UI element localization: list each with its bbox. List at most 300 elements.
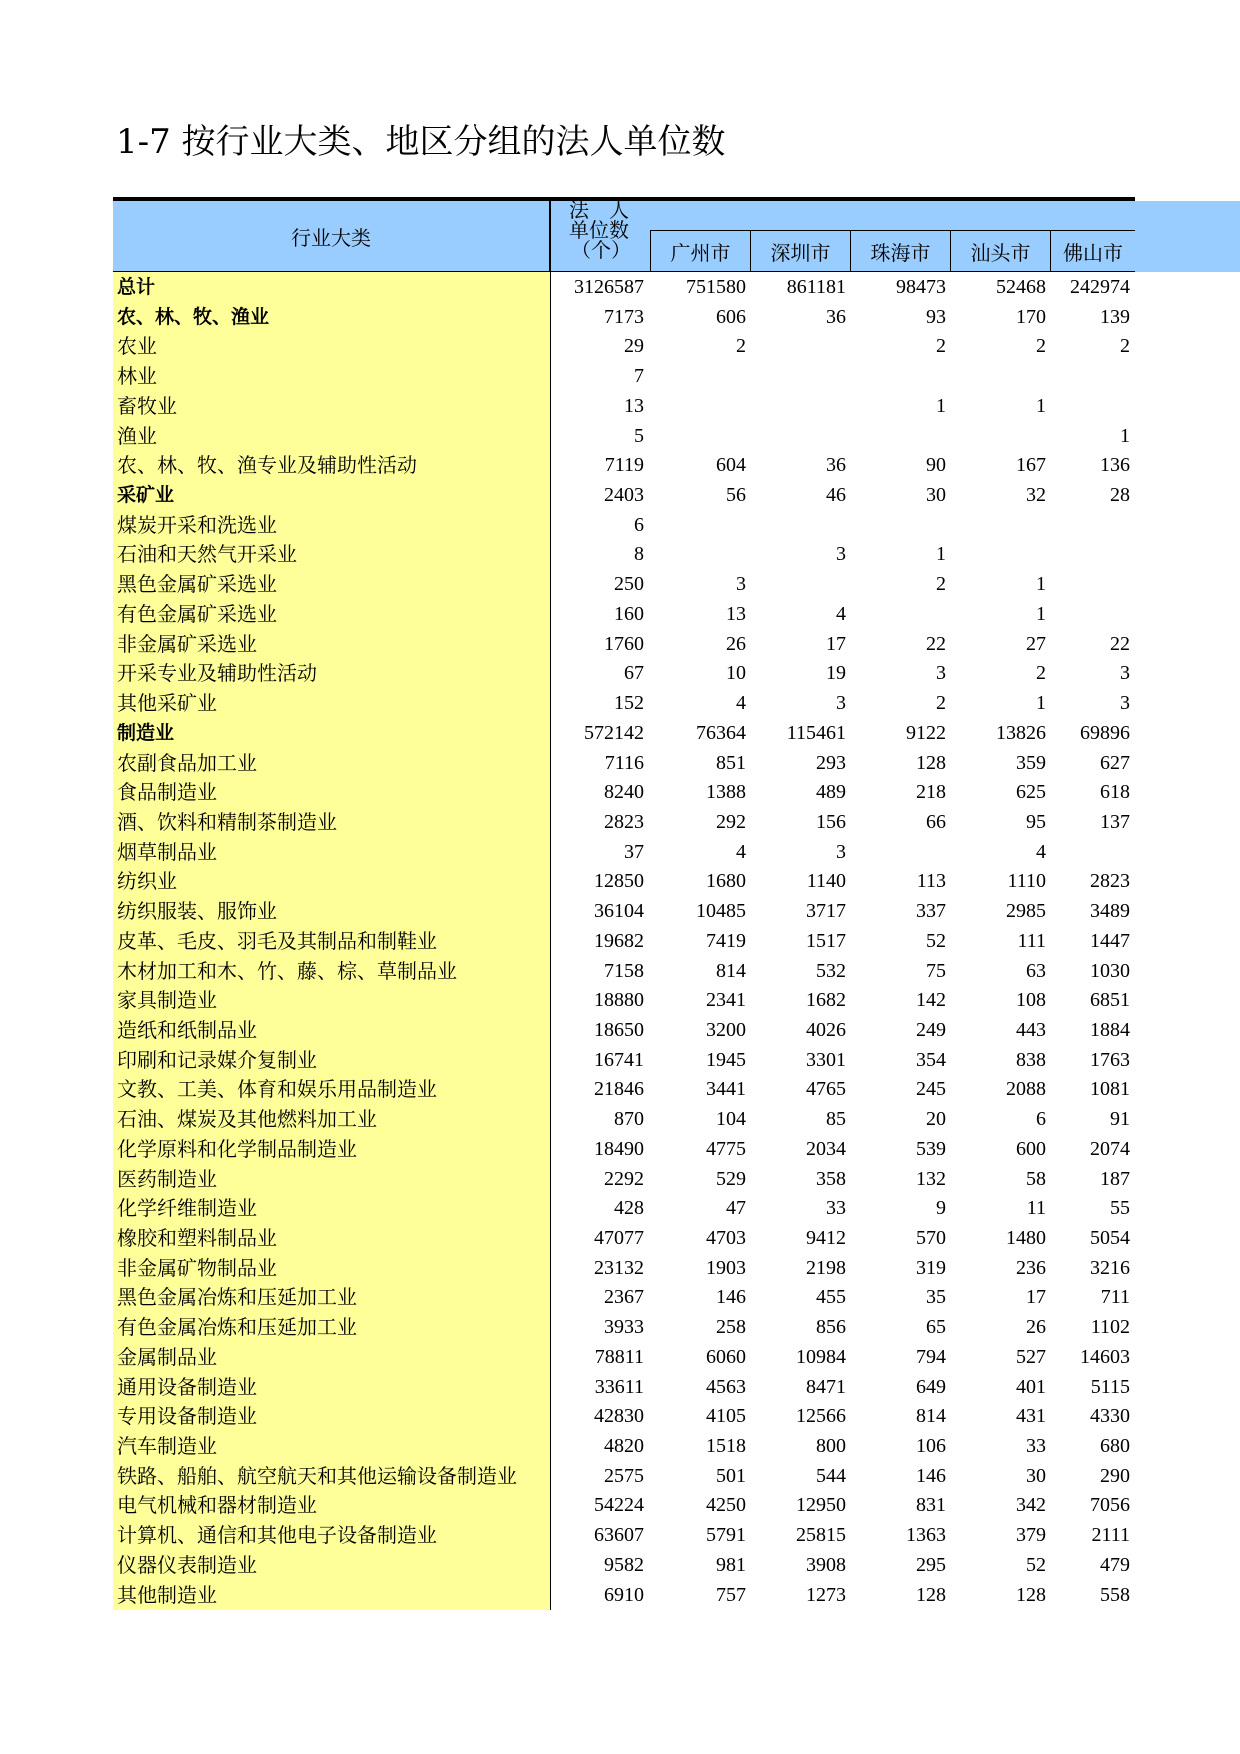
cell-value <box>750 421 846 451</box>
table-row <box>0 1490 1240 1520</box>
cell-value: 19 <box>826 662 846 685</box>
table-row <box>0 1134 1240 1164</box>
cell-value: 2 <box>736 335 746 358</box>
cell-value: 2 <box>1120 335 1130 358</box>
table-row <box>0 510 1240 540</box>
cell-value: 47 <box>726 1197 746 1220</box>
table-row <box>0 569 1240 599</box>
cell-value: 1517 <box>806 929 846 952</box>
cell-value: 1 <box>1036 602 1046 625</box>
table-row <box>0 539 1240 569</box>
cell-value: 358 <box>816 1167 846 1190</box>
cell-value: 17 <box>1026 1286 1046 1309</box>
cell-value: 625 <box>1016 781 1046 804</box>
row-label: 金属制品业 <box>117 1344 217 1369</box>
cell-value <box>850 599 946 629</box>
table-body <box>0 272 1240 1609</box>
cell-value: 4 <box>1036 840 1046 863</box>
row-label: 仪器仪表制造业 <box>117 1552 257 1577</box>
cell-total: 160 <box>614 602 644 625</box>
cell-value: 75 <box>926 959 946 982</box>
cell-value <box>950 510 1046 540</box>
cell-value: 401 <box>1016 1375 1046 1398</box>
row-label: 其他采矿业 <box>117 691 217 716</box>
cell-value: 861181 <box>786 276 846 298</box>
table-row <box>0 1253 1240 1283</box>
cell-value: 354 <box>916 1048 946 1071</box>
table-row <box>0 1104 1240 1134</box>
cell-value: 290 <box>1100 1464 1130 1487</box>
cell-value: 2088 <box>1006 1078 1046 1101</box>
cell-value: 570 <box>916 1227 946 1249</box>
table-row <box>0 926 1240 956</box>
cell-total: 7119 <box>604 454 644 477</box>
cell-total: 33611 <box>594 1375 644 1398</box>
cell-value: 93 <box>926 305 946 328</box>
row-label: 纺织业 <box>117 869 177 894</box>
table-row <box>0 1461 1240 1491</box>
cell-value: 5115 <box>1090 1375 1130 1398</box>
cell-value: 1680 <box>706 870 746 893</box>
cell-value: 342 <box>1016 1494 1046 1517</box>
cell-value: 2 <box>936 692 946 715</box>
cell-value: 14603 <box>1080 1345 1130 1368</box>
cell-value <box>1033 391 1130 421</box>
cell-value: 1140 <box>806 870 846 893</box>
cell-value: 3 <box>736 573 746 596</box>
row-label: 食品制造业 <box>117 780 217 805</box>
table-row <box>0 1342 1240 1372</box>
row-label: 总计 <box>117 276 156 298</box>
row-label: 石油、煤炭及其他燃料加工业 <box>117 1107 377 1132</box>
cell-total: 572142 <box>584 721 644 744</box>
cell-value: 800 <box>816 1435 846 1458</box>
cell-value <box>850 361 946 391</box>
table-row <box>0 421 1240 451</box>
table-row <box>0 1045 1240 1075</box>
cell-value: 66 <box>926 810 946 833</box>
cell-value <box>950 539 1046 569</box>
cell-total: 870 <box>614 1108 644 1131</box>
cell-total: 2292 <box>604 1167 644 1190</box>
cell-value: 2 <box>1036 662 1046 685</box>
cell-value: 26 <box>1026 1316 1046 1339</box>
cell-total: 152 <box>614 692 644 715</box>
cell-value: 218 <box>916 781 946 804</box>
table-row <box>0 688 1240 718</box>
table-row <box>0 777 1240 807</box>
row-label: 非金属矿采选业 <box>117 631 257 656</box>
cell-value: 32 <box>1026 484 1046 507</box>
cell-total: 42830 <box>594 1405 644 1428</box>
cell-value: 1 <box>1036 394 1046 417</box>
cell-value: 36 <box>826 454 846 477</box>
cell-value: 1682 <box>806 989 846 1012</box>
row-label: 采矿业 <box>117 484 175 507</box>
cell-value <box>750 331 846 361</box>
cell-value: 4105 <box>706 1405 746 1428</box>
cell-value: 3717 <box>806 900 846 923</box>
cell-value: 245 <box>916 1078 946 1101</box>
cell-value: 1903 <box>706 1256 746 1279</box>
cell-value: 13826 <box>996 721 1046 744</box>
cell-value: 13 <box>726 602 746 625</box>
cell-value: 1273 <box>806 1583 846 1606</box>
cell-value: 379 <box>1016 1524 1046 1547</box>
cell-value: 2111 <box>1091 1524 1130 1547</box>
cell-value <box>750 510 846 540</box>
cell-total: 78811 <box>594 1345 644 1368</box>
cell-value <box>1033 599 1130 629</box>
cell-total: 7 <box>634 365 644 388</box>
table-row <box>0 956 1240 986</box>
cell-value: 28 <box>1110 484 1130 507</box>
cell-value: 1388 <box>706 781 746 804</box>
cell-value: 6060 <box>706 1345 746 1368</box>
cell-value: 52 <box>926 929 946 952</box>
cell-value: 187 <box>1100 1167 1130 1190</box>
cell-value: 10984 <box>796 1345 846 1368</box>
table-row <box>0 658 1240 688</box>
cell-value: 113 <box>916 870 946 893</box>
cell-value: 128 <box>916 751 946 774</box>
cell-value: 3 <box>836 543 846 566</box>
cell-total: 2823 <box>604 810 644 833</box>
table-row <box>0 361 1240 391</box>
cell-value <box>750 361 846 391</box>
cell-value <box>850 510 946 540</box>
cell-total: 23132 <box>594 1256 644 1279</box>
cell-value: 1 <box>936 394 946 417</box>
row-label: 渔业 <box>117 423 157 448</box>
cell-total: 7158 <box>604 959 644 982</box>
cell-value: 12950 <box>796 1494 846 1517</box>
row-label: 通用设备制造业 <box>117 1374 257 1399</box>
cell-value: 292 <box>716 810 746 833</box>
cell-value: 3489 <box>1090 900 1130 923</box>
cell-value: 838 <box>1016 1048 1046 1071</box>
cell-value: 8471 <box>806 1375 846 1398</box>
row-label: 石油和天然气开采业 <box>117 542 297 567</box>
cell-total: 63607 <box>594 1524 644 1547</box>
cell-value: 337 <box>916 900 946 923</box>
cell-value: 4 <box>736 840 746 863</box>
cell-value: 25815 <box>796 1524 846 1547</box>
cell-value: 2341 <box>706 989 746 1012</box>
cell-value: 22 <box>926 632 946 655</box>
cell-value: 242974 <box>1070 276 1130 298</box>
table-row <box>0 1074 1240 1104</box>
cell-value: 3 <box>836 692 846 715</box>
cell-total: 2403 <box>604 484 644 507</box>
cell-value: 98473 <box>896 276 946 298</box>
cell-value: 106 <box>916 1435 946 1458</box>
cell-value: 142 <box>916 989 946 1012</box>
cell-total: 29 <box>624 335 644 358</box>
cell-value: 55 <box>1110 1197 1130 1220</box>
table-row <box>0 480 1240 510</box>
row-label: 农业 <box>117 334 157 359</box>
cell-value: 249 <box>916 1018 946 1041</box>
cell-value: 2 <box>1036 335 1046 358</box>
table-row <box>0 866 1240 896</box>
cell-value: 1030 <box>1090 959 1130 982</box>
cell-value <box>1033 569 1130 599</box>
row-label: 化学纤维制造业 <box>117 1196 257 1221</box>
table-row <box>0 985 1240 1015</box>
row-label: 印刷和记录媒介复制业 <box>117 1047 317 1072</box>
row-label: 汽车制造业 <box>117 1434 217 1459</box>
header-city-foshan: 佛山市 <box>1050 230 1135 272</box>
cell-total: 7173 <box>604 305 644 328</box>
cell-value: 156 <box>816 810 846 833</box>
cell-value: 58 <box>1026 1167 1046 1190</box>
cell-value: 558 <box>1100 1583 1130 1606</box>
cell-value: 319 <box>916 1256 946 1279</box>
cell-total: 18490 <box>594 1137 644 1160</box>
cell-total: 18650 <box>594 1018 644 1041</box>
cell-value: 65 <box>926 1316 946 1339</box>
cell-value: 544 <box>816 1464 846 1487</box>
row-label: 有色金属冶炼和压延加工业 <box>117 1315 357 1340</box>
cell-value: 1518 <box>706 1435 746 1458</box>
cell-value: 4 <box>836 602 846 625</box>
row-label: 铁路、船舶、航空航天和其他运输设备制造业 <box>117 1463 517 1488</box>
cell-value: 757 <box>716 1583 746 1606</box>
cell-value: 9122 <box>906 721 946 744</box>
cell-value: 3200 <box>706 1018 746 1041</box>
cell-value <box>950 361 1046 391</box>
table-row <box>0 1193 1240 1223</box>
table-row <box>0 1312 1240 1342</box>
table-row <box>0 599 1240 629</box>
cell-total: 47077 <box>594 1227 644 1249</box>
cell-value: 1884 <box>1090 1018 1130 1041</box>
row-label: 制造业 <box>117 721 175 744</box>
cell-total: 21846 <box>594 1078 644 1101</box>
cell-value: 69896 <box>1080 721 1130 744</box>
cell-value: 9 <box>936 1197 946 1220</box>
cell-value: 3908 <box>806 1553 846 1576</box>
cell-value: 856 <box>816 1316 846 1339</box>
table-row <box>0 1431 1240 1461</box>
table-row <box>0 1372 1240 1402</box>
cell-value: 295 <box>916 1553 946 1576</box>
cell-value: 794 <box>916 1345 946 1368</box>
cell-value: 6 <box>1036 1108 1046 1131</box>
cell-value: 167 <box>1016 454 1046 477</box>
table-row <box>0 718 1240 748</box>
row-label: 煤炭开采和洗选业 <box>117 512 277 537</box>
cell-value: 627 <box>1100 751 1130 774</box>
header-total-line-2: 单位数 <box>569 218 629 242</box>
cell-total: 9582 <box>604 1553 644 1576</box>
cell-value: 649 <box>916 1375 946 1398</box>
cell-value: 90 <box>926 454 946 477</box>
cell-value: 10485 <box>696 900 746 923</box>
cell-value: 539 <box>916 1137 946 1160</box>
cell-value: 115461 <box>786 721 846 744</box>
row-label: 畜牧业 <box>117 393 177 418</box>
cell-value <box>1033 510 1130 540</box>
page-title: 1-7 按行业大类、地区分组的法人单位数 <box>116 122 726 162</box>
cell-value: 4026 <box>806 1018 846 1041</box>
cell-value: 489 <box>816 781 846 804</box>
cell-value: 1480 <box>1006 1227 1046 1249</box>
cell-value: 1363 <box>906 1524 946 1547</box>
table-row <box>0 837 1240 867</box>
cell-value: 17 <box>826 632 846 655</box>
cell-value: 30 <box>926 484 946 507</box>
cell-value: 52468 <box>996 276 1046 298</box>
cell-value: 2198 <box>806 1256 846 1279</box>
row-label: 电气机械和器材制造业 <box>117 1493 317 1518</box>
table-row <box>0 807 1240 837</box>
row-label: 纺织服装、服饰业 <box>117 899 277 924</box>
cell-total: 12850 <box>594 870 644 893</box>
cell-total: 18880 <box>594 989 644 1012</box>
cell-value: 46 <box>826 484 846 507</box>
cell-value: 600 <box>1016 1137 1046 1160</box>
cell-value: 981 <box>716 1553 746 1576</box>
cell-value: 3441 <box>706 1078 746 1101</box>
cell-value: 95 <box>1026 810 1046 833</box>
cell-value: 604 <box>716 454 746 477</box>
cell-value: 26 <box>726 632 746 655</box>
cell-value <box>750 569 846 599</box>
cell-value <box>950 421 1046 451</box>
cell-value: 1 <box>1120 424 1130 447</box>
cell-value: 711 <box>1100 1286 1130 1309</box>
cell-total: 36104 <box>594 900 644 923</box>
cell-total: 13 <box>624 394 644 417</box>
cell-value: 532 <box>816 959 846 982</box>
cell-value: 455 <box>816 1286 846 1309</box>
cell-value: 9412 <box>806 1227 846 1249</box>
cell-value: 814 <box>916 1405 946 1428</box>
cell-total: 3126587 <box>574 276 644 298</box>
cell-value: 128 <box>1016 1583 1046 1606</box>
cell-total: 37 <box>624 840 644 863</box>
table-row <box>0 896 1240 926</box>
cell-value: 108 <box>1016 989 1046 1012</box>
cell-total: 3933 <box>604 1316 644 1339</box>
table-row <box>0 272 1240 302</box>
cell-value: 1447 <box>1090 929 1130 952</box>
cell-value: 3 <box>1120 662 1130 685</box>
table-row <box>0 1015 1240 1045</box>
cell-value: 137 <box>1100 810 1130 833</box>
row-label: 其他制造业 <box>117 1582 217 1607</box>
row-label: 化学原料和化学制品制造业 <box>117 1136 357 1161</box>
cell-value: 501 <box>716 1464 746 1487</box>
cell-value: 431 <box>1016 1405 1046 1428</box>
cell-value: 30 <box>1026 1464 1046 1487</box>
cell-value: 10 <box>726 662 746 685</box>
row-label: 黑色金属冶炼和压延加工业 <box>117 1285 357 1310</box>
cell-value: 91 <box>1110 1108 1130 1131</box>
cell-value: 3216 <box>1090 1256 1130 1279</box>
cell-total: 54224 <box>594 1494 644 1517</box>
cell-value: 146 <box>716 1286 746 1309</box>
cell-total: 5 <box>634 424 644 447</box>
cell-value: 63 <box>1026 959 1046 982</box>
cell-value: 5054 <box>1090 1227 1130 1249</box>
cell-value: 36 <box>826 305 846 328</box>
cell-value: 76364 <box>696 721 746 744</box>
cell-value: 52 <box>1026 1553 1046 1576</box>
row-label: 木材加工和木、竹、藤、棕、草制品业 <box>117 958 457 983</box>
row-label: 非金属矿物制品业 <box>117 1255 277 1280</box>
table-row <box>0 1520 1240 1550</box>
header-city-shantou: 汕头市 <box>950 230 1050 272</box>
cell-value <box>650 361 746 391</box>
cell-total: 16741 <box>594 1048 644 1071</box>
table-row <box>0 391 1240 421</box>
cell-value <box>750 391 846 421</box>
row-label: 皮革、毛皮、羽毛及其制品和制鞋业 <box>117 928 437 953</box>
cell-value <box>850 421 946 451</box>
cell-total: 67 <box>624 662 644 685</box>
cell-total: 1760 <box>604 632 644 655</box>
cell-value: 236 <box>1016 1256 1046 1279</box>
cell-value <box>1033 837 1130 867</box>
cell-value: 814 <box>716 959 746 982</box>
cell-value: 35 <box>926 1286 946 1309</box>
cell-value: 111 <box>1017 929 1046 952</box>
header-industry: 行业大类 <box>113 201 550 272</box>
cell-total: 8 <box>634 543 644 566</box>
cell-value: 3 <box>836 840 846 863</box>
cell-value: 12566 <box>796 1405 846 1428</box>
cell-total: 428 <box>614 1197 644 1220</box>
cell-value: 258 <box>716 1316 746 1339</box>
cell-value <box>1033 539 1130 569</box>
cell-value: 2 <box>936 335 946 358</box>
table-row <box>0 331 1240 361</box>
row-label: 农、林、牧、渔业 <box>117 305 270 328</box>
cell-total: 2367 <box>604 1286 644 1309</box>
row-label: 黑色金属矿采选业 <box>117 572 277 597</box>
cell-total: 4820 <box>604 1435 644 1458</box>
cell-value: 359 <box>1016 751 1046 774</box>
cell-value: 2985 <box>1006 900 1046 923</box>
cell-value: 6851 <box>1090 989 1130 1012</box>
row-label: 农、林、牧、渔专业及辅助性活动 <box>117 453 417 478</box>
cell-value: 170 <box>1016 305 1046 328</box>
cell-value: 851 <box>716 751 746 774</box>
cell-value: 2034 <box>806 1137 846 1160</box>
cell-value <box>650 539 746 569</box>
row-label: 有色金属矿采选业 <box>117 601 277 626</box>
cell-value: 293 <box>816 751 846 774</box>
cell-value <box>650 510 746 540</box>
cell-value: 3301 <box>806 1048 846 1071</box>
cell-value: 4775 <box>706 1137 746 1160</box>
cell-value: 1945 <box>706 1048 746 1071</box>
row-label: 文教、工美、体育和娱乐用品制造业 <box>117 1077 437 1102</box>
cell-value: 146 <box>916 1464 946 1487</box>
cell-value: 139 <box>1100 305 1130 328</box>
table-row <box>0 1550 1240 1580</box>
table-row <box>0 302 1240 332</box>
row-label: 家具制造业 <box>117 988 217 1013</box>
cell-value: 529 <box>716 1167 746 1190</box>
cell-value: 1 <box>1036 692 1046 715</box>
table-row <box>0 1401 1240 1431</box>
row-label: 林业 <box>117 364 157 389</box>
cell-value: 132 <box>916 1167 946 1190</box>
